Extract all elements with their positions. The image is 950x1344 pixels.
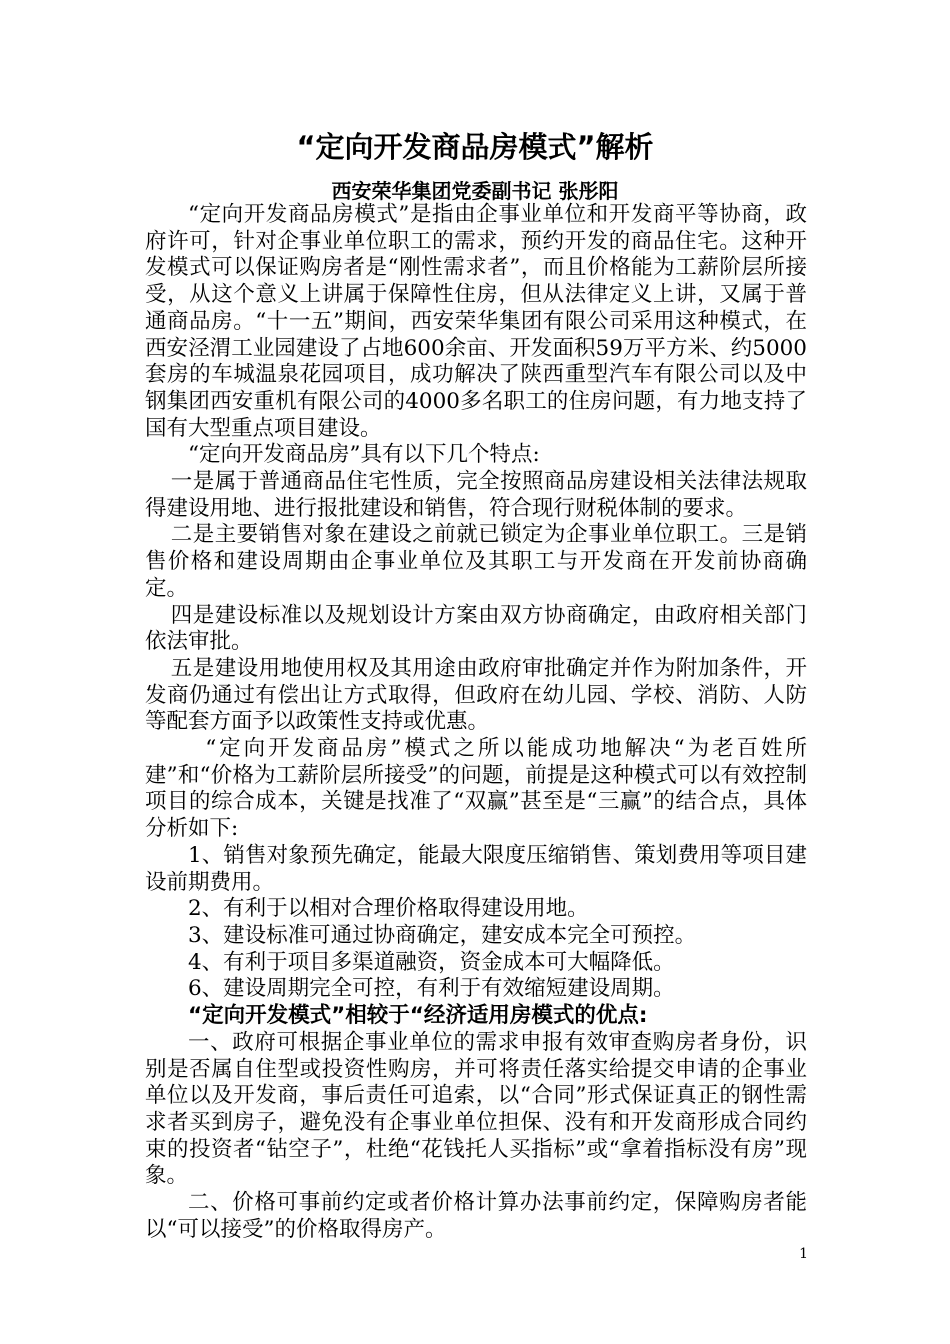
paragraph-intro: “定向开发商品房模式”是指由企事业单位和开发商平等协商，政府许可，针对企事业单位职工的需求，预约开发的商品住宅。这种开发模式可以保证购房者是“刚性需求者”，而且价格能为工薪阶层所接受，从这个意义上讲属于保障性住房，但从法律定义上讲，又属于普通商品房。“十一五”期间，西安荣华集团有限公司采用这种模式，在西安泾渭工业园建设了占地600余亩、开发面积59万平方米、约5000套房的车城温泉花园项目，成功解决了陕西重型汽车有限公司以及中钢集团西安重机有限公司的4000多名职工的住房问题，有力地支持了国有大型重点项目建设。 xyxy=(145,202,807,441)
paragraph-feature-2-3: 二是主要销售对象在建设之前就已锁定为企事业单位职工。三是销售价格和建设周期由企事业单位及其职工与开发商在开发前协商确定。 xyxy=(145,522,807,601)
list-item: 4、有利于项目多渠道融资，资金成本可大幅降低。 xyxy=(188,949,675,975)
paragraph-advantage-2: 二、价格可事前约定或者价格计算办法事前约定，保障购房者能以“可以接受”的价格取得房产。 xyxy=(145,1190,807,1242)
document-title: “定向开发商品房模式”解析 xyxy=(296,130,654,164)
paragraph-advantage-1: 一、政府可根据企事业单位的需求申报有效审查购房者身份，识别是否属自住型或投资性购房，并可将责任落实给提交申请的企事业单位以及开发商，事后责任可追索，以“合同”形式保证真正的钢性需求者买到房子，避免没有企事业单位担保、没有和开发商形成合同约束的投资者“钻空子”，杜绝“花钱托人买指标”或“拿着指标没有房”现象。 xyxy=(145,1029,807,1189)
list-item: 2、有利于以相对合理价格取得建设用地。 xyxy=(188,896,589,922)
paragraph-analysis: “定向开发商品房”模式之所以能成功地解决“为老百姓所建”和“价格为工薪阶层所接受”的问题，前提是这种模式可以有效控制项目的综合成本，关键是找准了“双赢”甚至是“三赢”的结合点，具体分析如下: xyxy=(145,736,807,842)
paragraph-feature-1: 一是属于普通商品住宅性质，完全按照商品房建设相关法律法规取得建设用地、进行报批建设和销售，符合现行财税体制的要求。 xyxy=(145,469,807,521)
document-body xyxy=(145,202,807,1243)
paragraph-feature-5: 五是建设用地使用权及其用途由政府审批确定并作为附加条件，开发商仍通过有偿出让方式取得，但政府在幼儿园、学校、消防、人防等配套方面予以政策性支持或优惠。 xyxy=(145,655,807,735)
paragraph-feature-4: 四是建设标准以及规划设计方案由双方协商确定，由政府相关部门依法审批。 xyxy=(145,602,807,655)
list-item: 6、建设周期完全可控，有利于有效缩短建设周期。 xyxy=(188,976,675,1002)
page-number: 1 xyxy=(799,1246,808,1262)
author-line: 西安荣华集团党委副书记 张彤阳 xyxy=(331,179,619,203)
paragraph-features-heading: “定向开发商品房”具有以下几个特点: xyxy=(188,442,540,468)
list-item: 3、建设标准可通过协商确定，建安成本完全可预控。 xyxy=(188,922,697,948)
section-heading-advantages: “定向开发模式”相较于“经济适用房模式的优点: xyxy=(188,1003,648,1029)
list-item: 1、销售对象预先确定，能最大限度压缩销售、策划费用等项目建设前期费用。 xyxy=(145,842,807,895)
